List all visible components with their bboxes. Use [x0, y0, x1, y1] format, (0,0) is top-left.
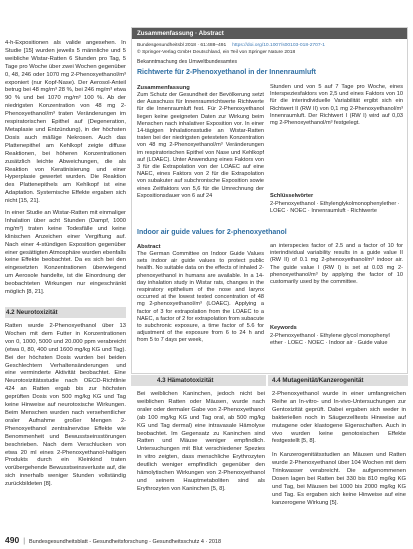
keywords-heading-english: Keywords: [270, 325, 297, 332]
section-heading-neurotoxicity: 4.2 Neurotoxizität: [5, 307, 126, 318]
body-paragraph: 2-Phenoxyethanol wurde in einer umfangreichen Reihe an In-vitro- und In-vivo-Untersuchungen zur Gentoxizität geprüft. Dabei ergaben sich weder in bakteriellen noch in Säugerzelltests Hinweise auf mutagene oder klastogene Eigenschaften. Auch in vivo wurden keine genotoxischen Effekte festgestellt [5, 8].: [272, 391, 406, 445]
abstract-heading: Abstract: [137, 244, 161, 250]
keywords-heading-german: Schlüsselwörter: [270, 193, 314, 200]
article-title-english: Indoor air guide values for 2-phenoxyethanol: [137, 229, 287, 236]
page-number: 490: [5, 535, 20, 545]
copyright-notice: © Springer-Verlag GmbH Deutschland, ein Teil von Springer Nature 2018: [137, 49, 296, 55]
right-text-column: [272, 391, 406, 528]
keywords-german: 2-Phenoxyethanol · Ethylenglykolmonophenylether · LOEC · NOEC · Innenraumluft · Richtwerte: [270, 200, 400, 214]
journal-name: Bundesgesundheitsblatt - Gesundheitsforschung - Gesundheitsschutz 4 · 2018: [29, 539, 222, 545]
keywords-block-german: [270, 193, 403, 215]
german-summary-left-column: [137, 84, 264, 218]
footer-separator: |: [23, 538, 26, 545]
section-heading-hematotoxicity: 4.3 Hämatotoxizität: [131, 375, 266, 386]
abstract-text-part-1: The German Committee on Indoor Guide Values sets indoor air guide values to protect public health. No suitable data on the effects of inhaled 2-phenoxyethanol in humans are available. In a 14-day inhalation study in Wistar rats, changes in the respiratory epithelium of the nose and larynx occurred at the lowest tested concentration of 48 mg 2-phenoxyethanol/m³ (LOAEC). Applying a factor of 3 for extrapolation from the LOAEC to a NAEC, a factor of 2 for extrapolation from subacute to subchronic exposure, a time factor of 5.6 for adjustment of the exposure from 6 to 24 h and from 5 to 7 days per week,: [137, 251, 264, 344]
middle-text-column: [137, 391, 265, 528]
keywords-english: 2-Phenoxyethanol · Ethylene glycol monophenyl ether · LOEC · NOEC · Indoor air · Guide value: [270, 332, 390, 346]
body-paragraph: Ratten wurde 2-Phenoxyethanol über 13 Wochen mit dem Futter in Konzentrationen von 0, 1000, 5000 und 20.000 ppm verabreicht (etwa 0, 80, 400 und 1600 mg/kg KG und Tag). Bei der höchsten Dosis wurden bei beiden Geschlechtern Verhaltensänderungen und eine verminderte Aktivität beobachtet. Eine Neurotoxizitätsstudie nach OECD-Richtlinie 424 an Ratten ergab bis zur höchsten geprüften Dosis von 500 mg/kg KG und Tag keine Hinweise auf neurotoxische Wirkungen. Beim Menschen wurden nach versehentlicher oraler Aufnahme großer Mengen 2-Phenoxyethanol zentralnervöse Effekte wie Benommenheit und Bewusstseinsstörungen beschrieben. Nach dem Verschlucken von etwa 20 ml eines 2-Phenoxyethanol-haltigen Produkts durch ein Kleinkind traten vorübergehende Bewusstseinsverluste auf, die sich innerhalb weniger Stunden vollständig zurückbildeten [8].: [5, 323, 126, 488]
body-paragraph: In einer Studie an Wistar-Ratten mit einmaliger Inhalation über acht Stunden (Dampf, 1000 mg/m³) traten keine Todesfälle und keine klinischen Anzeichen einer Vergiftung auf. Nach einer 4-stündigen Exposition gegenüber einer gesättigten Atmosphäre wurden ebenfalls keine Effekte beobachtet. Da es sich bei den eingesetzten Konzentrationen überwiegend um Aerosole handelte, ist die Einordnung der beobachteten Wirkungen nur eingeschränkt möglich [8, 21].: [5, 210, 126, 296]
article-title-german: Richtwerte für 2-Phenoxyethanol in der Innenraumluft: [137, 69, 316, 76]
summary-text-part-1: Zum Schutz der Gesundheit der Bevölkerung setzt der Ausschuss für Innenraumrichtwerte Richtwerte für die Innenraumluft fest. Für 2-Phenoxyethanol liegen keine geeigneten Daten zur Wirkung beim Menschen nach inhalativer Exposition vor. In einer 14-tägigen Inhalationsstudie an Wistar-Ratten traten bei der niedrigsten getesteten Konzentration von 48 mg 2-Phenoxyethanol/m³ Veränderungen im respiratorischen Epithel von Nase und Kehlkopf auf (LOAEC). Unter Anwendung eines Faktors von 3 für die Extrapolation von der LOAEC auf eine NAEC, eines Faktors von 2 für die Extrapolation von subakuter auf subchronische Exposition sowie eines Zeitfaktors von 5,6 für die Umrechnung der Expositionsdauer von 6 auf 24: [137, 92, 264, 199]
body-paragraph: 4-h-Expositionen als valide angesehen. In Studie [15] wurden jeweils 5 männliche und 5 weibliche Wistar-Ratten 6 Stunden pro Tag, 5 Tage pro Woche über zwei Wochen gegenüber 0, 48, 246 oder 1070 mg 2-Phenoxyethanol/m³ exponiert (nur Kopf-Nase). Der Aerosol-Anteil betrug bei 48 mg/m³ 28 %, bei 246 mg/m³ etwa 90 % und bei 1070 mg/m³ 100 %. Ab der niedrigsten Konzentration von 48 mg 2-Phenoxyethanol/m³ traten Veränderungen im respiratorischen Epithel auf (Degeneration, Metaplasie und Entzündung), in der höchsten Dosis auch mäßige Nekrosen. Auch das Plattenepithel am Kehlkopf zeigte diffuse Reaktionen, bei höheren Konzentrationen zusätzlich leichte Abweichungen, die als Reaktion von Keratinisierung und einer Hyperplasie gewertet wurden. Die Reaktion des Plattenepithels am Kehlkopf ist eine Adaptation. Systemische Effekte ergaben sich nicht [15, 21].: [5, 40, 126, 205]
announcement-label: Bekanntmachung des Umweltbundesamtes: [137, 59, 238, 65]
english-abstract-left-column: [137, 243, 264, 371]
english-abstract: [137, 243, 403, 371]
body-paragraph: In Kanzerogenitätsstudien an Mäusen und Ratten wurde 2-Phenoxyethanol über 104 Wochen mit dem Trinkwasser verabreicht. Die aufgenommenen Dosen lagen bei Ratten bei 330 bis 810 mg/kg KG und Tag, bei Mäusen bei 1000 bis 2000 mg/kg KG und Tag. Es ergaben sich keine Hinweise auf eine kanzerogene Wirkung [5].: [272, 452, 406, 506]
english-abstract-right-column: [270, 243, 403, 347]
abstract-text-part-2: an interspecies factor of 2.5 and a factor of 10 for interindividual variability results in a guide value II (RW II) of 0.1 mg 2-phenoxyethanol/m³ indoor air. The guide value I (RW I) is set at 0.03 mg 2-phenoxyethanol/m³ by applying the factor of 10 customarily used by the committee.: [270, 243, 403, 286]
german-summary-right-column: [270, 84, 403, 215]
summary-text-part-2: Stunden und von 5 auf 7 Tage pro Woche, eines Interspeziesfaktors von 2,5 und eines Faktors von 10 für die interindividuelle Variabilität ergibt sich ein Richtwert II (RW II) von 0,1 mg 2-Phenoxyethanol/m³ Innenraumluft. Der Richtwert I (RW I) wird auf 0,03 mg 2-Phenoxyethanol/m³ festgelegt.: [270, 84, 403, 127]
abstract-box: [131, 27, 408, 374]
doi-link[interactable]: https://doi.org/10.1007/s00103-018-2707-1: [232, 43, 325, 48]
left-text-column: [5, 40, 126, 530]
citation-block: [137, 43, 325, 56]
keywords-block-english: [270, 325, 403, 347]
abstract-box-header: Zusammenfassung · Abstract: [132, 28, 407, 39]
german-summary: [137, 84, 403, 218]
citation-line: [137, 43, 325, 50]
summary-heading: Zusammenfassung: [137, 85, 190, 91]
body-paragraph: Bei weiblichen Kaninchen, jedoch nicht bei weiblichen Ratten oder Mäusen, wurde nach oraler oder dermaler Gabe von 2-Phenoxyethanol (ab 100 mg/kg KG und Tag oral, ab 500 mg/kg KG und Tag dermal) eine intravasale Hämolyse beobachtet. Im Gegensatz zu Kaninchen sind Ratten und Mäuse weniger empfindlich. Untersuchungen mit Blut verschiedener Spezies in vitro zeigten, dass menschliche Erythrozyten deutlich weniger empfindlich gegenüber den hämolytischen Wirkungen von 2-Phenoxyethanol und seinem Hauptmetaboliten sind als Erythrozyten von Kaninchen [5, 8].: [137, 391, 265, 492]
page-footer: [5, 534, 221, 546]
citation-reference: Bundesgesundheitsbl 2018 · 61:488–491: [137, 43, 227, 48]
section-heading-mutagenicity-carcinogenicity: 4.4 Mutagenität/Kanzerogenität: [268, 375, 408, 386]
